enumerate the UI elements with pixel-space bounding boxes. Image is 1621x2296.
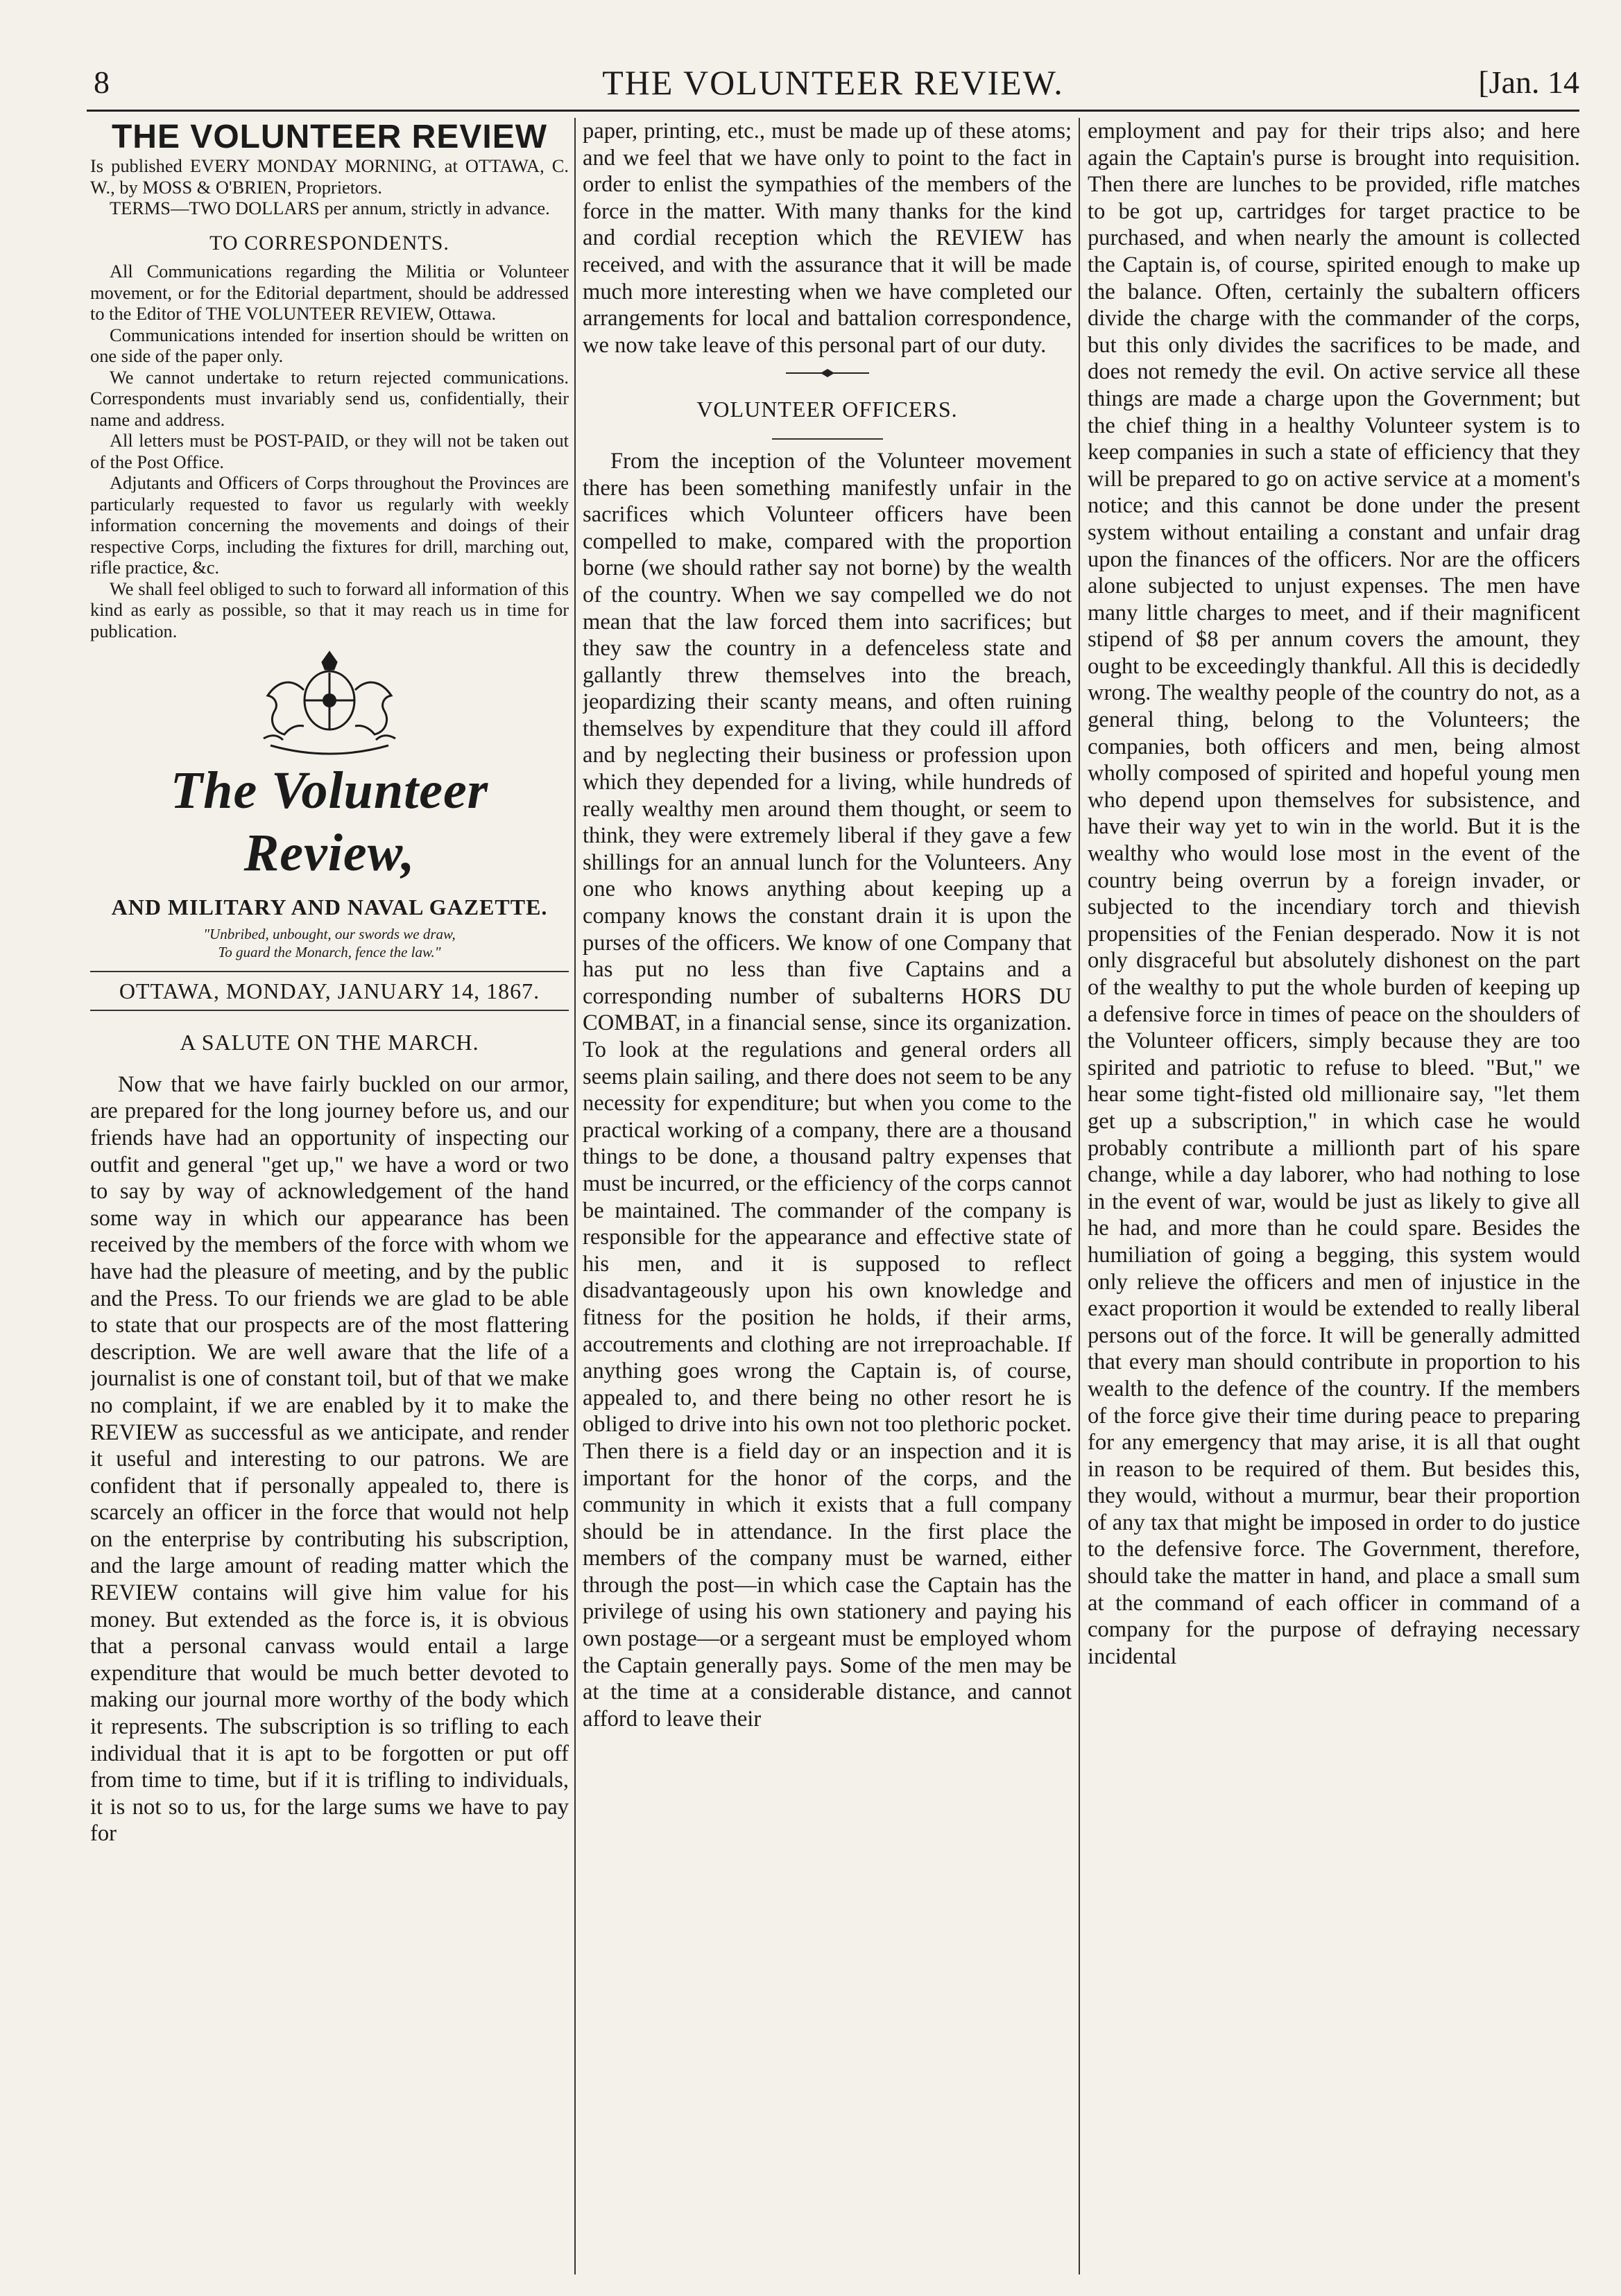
masthead-terms: TERMS—TWO DOLLARS per annum, strictly in advance.	[110, 198, 550, 218]
dateline: OTTAWA, MONDAY, JANUARY 14, 1867.	[90, 971, 569, 1012]
column-1	[90, 118, 569, 2281]
masthead-info	[90, 155, 569, 641]
motto-line-1: "Unbribed, unbought, our swords we draw,	[203, 925, 456, 942]
correspondents-paragraph: Adjutants and Officers of Corps throughout the Provinces are particularly requested to favor us regularly with weekly information concerning the movements and doings of their respective Corps, including the fixtures for drill, marching out, rifle practice, &c.	[90, 472, 569, 578]
nameplate-motto	[90, 925, 569, 961]
correspondents-paragraph: We cannot undertake to return rejected communications. Correspondents must invariably send us, confidentially, their name and address.	[90, 366, 569, 430]
issue-date: [Jan. 14	[1478, 64, 1579, 100]
page-number: 8	[94, 64, 110, 100]
running-title: THE VOLUNTEER REVIEW.	[602, 63, 1064, 102]
motto-line-2: To guard the Monarch, fence the law."	[218, 943, 441, 960]
nameplate-title: The Volunteer Review,	[170, 761, 489, 882]
heading-rule	[772, 438, 883, 440]
correspondents-heading: TO CORRESPONDENTS.	[209, 231, 449, 254]
column-rule-2	[1079, 118, 1080, 2275]
correspondents-paragraph: We shall feel obliged to such to forward all information of this kind as early as possible, so that it may reach us in time for publication.	[90, 578, 569, 641]
masthead-intro: Is published EVERY MONDAY MORNING, at OTTAWA, C. W., by MOSS & O'BRIEN, Proprietors.	[90, 155, 569, 198]
article-heading: A SALUTE ON THE MARCH.	[180, 1030, 479, 1055]
column-3	[1088, 118, 1580, 2281]
royal-crest-icon	[250, 648, 409, 759]
article-continuation: employment and pay for their trips also; and here again the Captain's purse is brought into requisition. Then there are lunches to be provided, rifle matches to be got up, cartridges for target practice to be purchased, and when nearly the amount is collected the Captain is, of course, spirited enough to make up the balance. Often, certainly the subaltern officers divide the charge with the commander of the corps, but this only divides the sacrifices to be made, and does not remedy the evil. On active service all these things are made a charge upon the Government; but the chief thing in a healthy Volunteer system is to keep companies in such a state of efficiency that they will be prepared to go on active service at a moment's notice; and this cannot be done under the present system without entailing a constant and unfair drag upon the finances of the officers. Nor are the officers alone subjected to unjust expenses. The men have many little charges to meet, and if their magnificent stipend of $8 per annum covers the amount, they ought to be exceedingly thankful. All this is decidedly wrong. The wealthy people of the country do not, as a general thing, belong to the Volunteers; the companies, both officers and men, being almost wholly composed of spirited and hopeful young men who depend upon themselves for subsistence, and have their way yet to win in the world. But it is the wealthy who would lose most in the event of the country being overrun by a foreign invader, or subjected to the incendiary torch and thievish propensities of the Fenian desperado. Now it is not only disgraceful but absolutely dishonest on the part of the wealthy to put the whole burden of keeping up a defensive force in times of peace on the shoulders of the Volunteer officers, simply because they are too spirited and patriotic to refuse to bleed. "But," we hear some tight-fisted old millionaire say, "let them get up a subscription," in which case he would probably contribute a millionth part of his spare change, while a day laborer, who had nothing to lose in the event of war, would be just as likely to give all he had, and more than he could spare. Besides the humiliation of going a begging, this system would only relieve the officers and men of injustice in the exact proportion it would be extended to really liberal persons out of the force. It will be generally admitted that every man should contribute in proportion to his wealth to the defence of the country. If the members of the force give their time during peace to preparing for any emergency that may arise, it is all that ought in reason to be required of them. But besides this, they would, without a murmur, bear their proportion of any tax that might be imposed in order to do justice to the defensive force. The Government, therefore, should take the matter in hand, and place a small sum at the command of each officer in command of a company for the purpose of defraying necessary incidental	[1088, 119, 1580, 1669]
running-head	[87, 61, 1579, 112]
correspondents-paragraph: Communications intended for insertion should be written on one side of the paper only.	[90, 324, 569, 366]
article-heading: VOLUNTEER OFFICERS.	[696, 397, 958, 422]
article-paragraph: From the inception of the Volunteer movement there has been something manifestly unfair in the sacrifices which Volunteer officers have been compelled to make, compared with the proportion borne (we should rather say not borne) by the wealth of the country. When we say compelled we do not mean that the law forced them into sacrifices; but they saw the country in a defenceless state and gallantly threw themselves into the breach, jeopardizing their scanty means, and often ruining themselves by expenditure that they could ill afford and by neglecting their business or profession upon which they depended for a living, while hundreds of really wealthy men around them thought, or seem to think, they were extremely liberal if they gave a few shillings for an annual lunch for the Volunteers. Any one who knows anything about keeping up a company knows the constant drain it is upon the purses of the officers. We know of one Company that has put no less than five Captains and a corresponding number of subalterns HORS DU COMBAT, in a financial sense, since its organization. To look at the regulations and general orders all seems plain sailing, and there does not seem to be any necessity for expenditure; but when you come to the practical working of a company, there are a thousand things to be done, a thousand paltry expenses that must be incurred, or the efficiency of the corps cannot be maintained. The commander of the company is responsible for the appearance and effective state of his men, and it is supposed to reflect disadvantageously upon his own knowledge and fitness for the position he holds, if their arms, accoutrements and clothing are not irreproachable. If anything goes wrong the Captain is, of course, appealed to, and there being no other resort he is obliged to drive into his own not too plethoric pocket. Then there is a field day or an inspection and it is important for the honor of the corps, and the community in which it exists that a full company should be in attendance. In the first place the members of the company must be warned, either through the post—in which case the Captain has the privilege of using his own stationery and paying his own postage—or a sergeant must be employed whom the Captain generally pays. Some of the men may be at the time at a considerable distance, and cannot afford to leave their	[583, 448, 1072, 1732]
column-2	[583, 118, 1072, 2281]
correspondents-paragraph: All Communications regarding the Militia or Volunteer movement, or for the Editorial department, should be addressed to the Editor of THE VOLUNTEER REVIEW, Ottawa.	[90, 261, 569, 324]
column-rule-1	[574, 118, 576, 2275]
masthead-title: THE VOLUNTEER REVIEW	[111, 119, 548, 155]
article-paragraph: Now that we have fairly buckled on our armor, are prepared for the long journey before us, and our friends have had an opportunity of inspecting our outfit and general "get up," we have a word or two to say by way of acknowledgement of the hand some way in which our appearance has been received by the members of the force with whom we have had the pleasure of meeting, and by the public and the Press. To our friends we are glad to be able to state that our prospects are of the most flattering description. We are well aware that the life of a journalist is one of constant toil, but of that we make no complaint, if we are enabled by it to make the REVIEW as successful as we anticipate, and render it useful and interesting to our patrons. We are confident that if personally appealed to, there is scarcely an officer in the force that would not help on the enterprise by contributing his subscription, and the large amount of reading matter which the REVIEW contains will give him value for his money. But extended as the force is, it is obvious that a personal canvass would entail a large expenditure that would be much better devoted to making our journal more worthy of the body which it represents. The subscription is so trifling to each individual that it is apt to be forgotten or put off from time to time, but if it is trifling to individuals, it is not so to us, for the large sums we have to pay for	[90, 1071, 569, 1847]
correspondents-paragraph: All letters must be POST-PAID, or they will not be taken out of the Post Office.	[90, 430, 569, 472]
article-continuation: paper, printing, etc., must be made up of these atoms; and we feel that we have only to point to the fact in order to enlist the sympathies of the members of the force in the matter. With many thanks for the kind and cordial reception which the REVIEW has received, and with the assurance that it will be made much more interesting when we have completed our arrangements for local and battalion correspondence, we now take leave of this personal part of our duty.	[583, 119, 1072, 358]
section-ornament-icon	[786, 368, 869, 378]
nameplate-subtitle: AND MILITARY AND NAVAL GAZETTE.	[111, 895, 548, 920]
